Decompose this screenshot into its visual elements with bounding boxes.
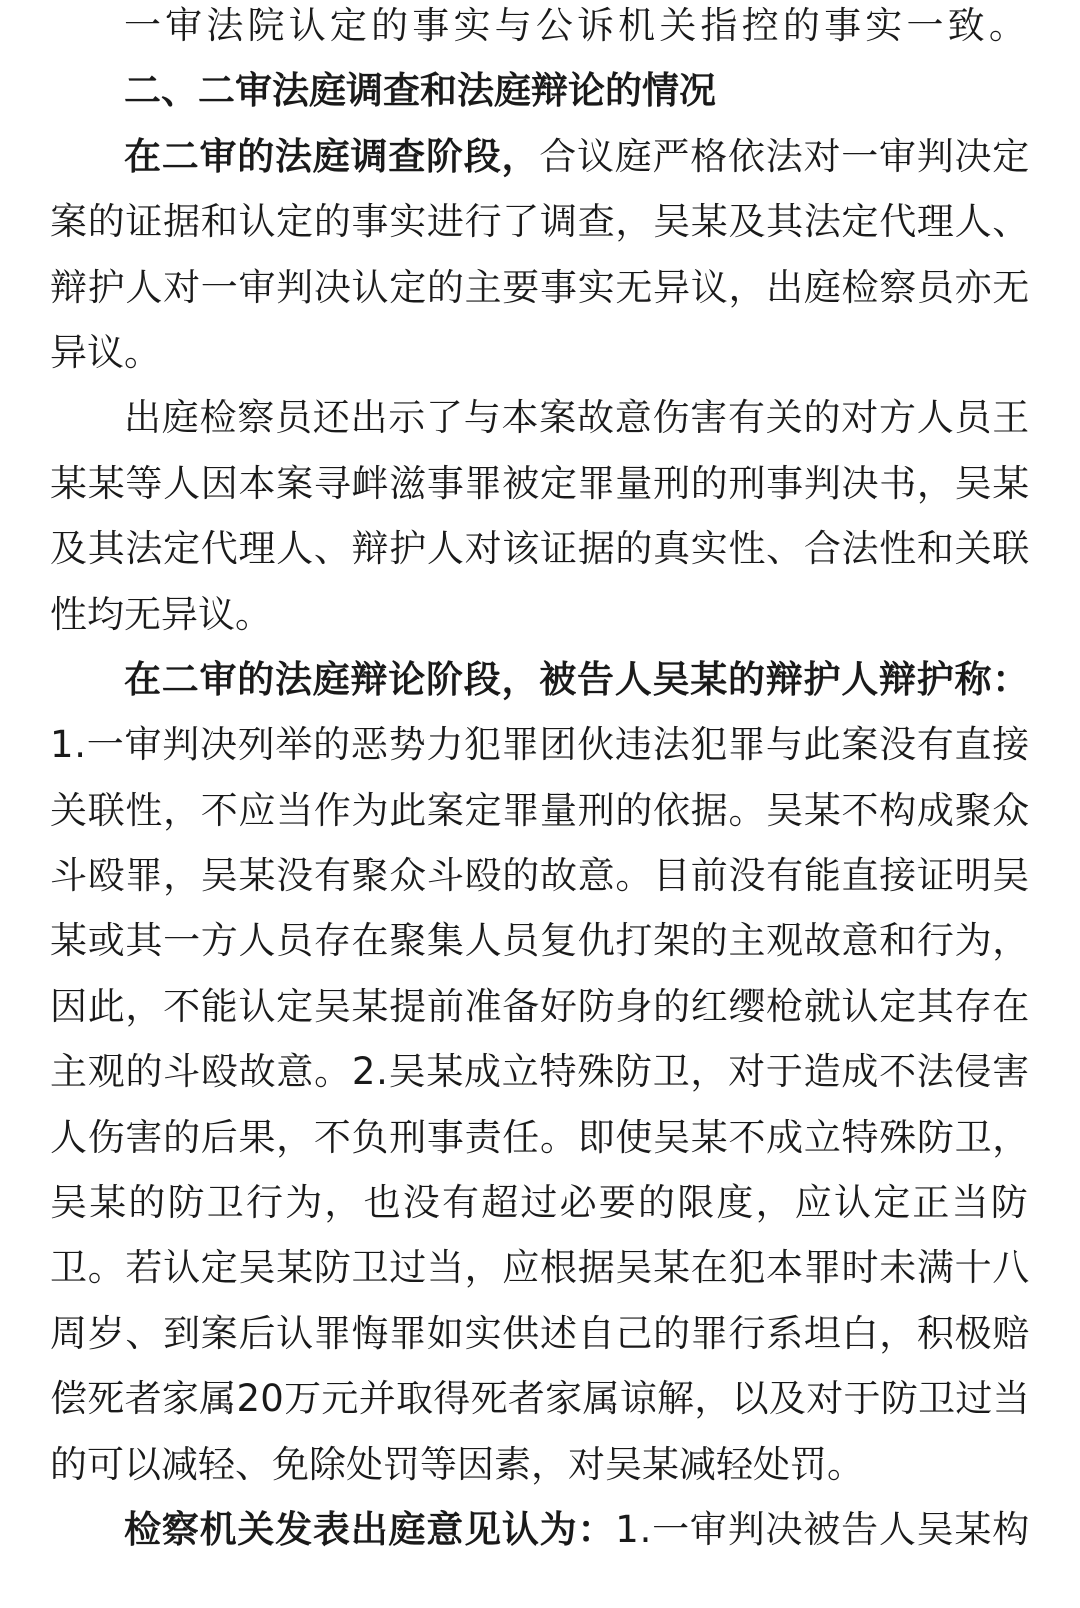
- text-line: [50, 1170, 1030, 1235]
- text-segment: 1.一审判决列举的恶势力犯罪团伙违法犯罪与此案没有直接: [50, 723, 1030, 767]
- text-segment: 斗殴罪，吴某没有聚众斗殴的故意。目前没有能直接证明吴: [50, 854, 1030, 898]
- bold-text-segment: 检察机关发表出庭意见认为：: [124, 1507, 616, 1551]
- text-segment: 及其法定代理人、辩护人对该证据的真实性、合法性和关联: [50, 527, 1030, 571]
- text-segment: 人伤害的后果，不负刑事责任。即使吴某不成立特殊防卫，: [50, 1115, 1030, 1159]
- bold-text-segment: 在二审的法庭辩论阶段，被告人吴某的辩护人辩护称：: [124, 657, 1030, 701]
- text-segment: 合议庭严格依法对一审判决定: [539, 134, 1030, 178]
- text-segment: 某某等人因本案寻衅滋事罪被定罪量刑的刑事判决书，吴某: [50, 461, 1030, 505]
- text-segment: 辩护人对一审判决认定的主要事实无异议，出庭检察员亦无: [50, 265, 1030, 309]
- text-segment: 性均无异议。: [50, 592, 272, 636]
- text-line: [50, 1432, 1030, 1497]
- text-line: [50, 582, 1030, 647]
- bold-text-segment: 二、二审法庭调查和法庭辩论的情况: [124, 69, 716, 113]
- text-segment: 卫。若认定吴某防卫过当，应根据吴某在犯本罪时未满十八: [50, 1246, 1030, 1290]
- text-segment: 因此，不能认定吴某提前准备好防身的红缨枪就认定其存在: [50, 984, 1030, 1028]
- bold-text-segment: 在二审的法庭调查阶段，: [124, 134, 540, 178]
- text-segment: 1.一审判决被告人吴某构: [615, 1507, 1031, 1551]
- text-line: [50, 778, 1030, 843]
- text-line: [50, 1497, 1030, 1562]
- text-segment: 关联性，不应当作为此案定罪量刑的依据。吴某不构成聚众: [50, 788, 1030, 832]
- text-line: [50, 1301, 1030, 1366]
- text-line: [50, 189, 1030, 254]
- text-segment: 主观的斗殴故意。2.吴某成立特殊防卫，对于造成不法侵害: [50, 1050, 1030, 1094]
- text-segment: 的可以减轻、免除处罚等因素，对吴某减轻处罚。: [50, 1442, 864, 1486]
- text-segment: 吴某的防卫行为，也没有超过必要的限度，应认定正当防: [50, 1181, 1030, 1225]
- text-line: [50, 124, 1030, 189]
- text-segment: 某或其一方人员存在聚集人员复仇打架的主观故意和行为，: [50, 919, 1030, 963]
- text-line: [50, 974, 1030, 1039]
- text-line: [50, 712, 1030, 777]
- text-segment: 周岁、到案后认罪悔罪如实供述自己的罪行系坦白，积极赔: [50, 1311, 1030, 1355]
- text-line: [50, 0, 1030, 58]
- text-line: [50, 516, 1030, 581]
- text-segment: 偿死者家属20万元并取得死者家属谅解，以及对于防卫过当: [50, 1377, 1030, 1421]
- text-line: [50, 647, 1030, 712]
- text-line: [50, 1366, 1030, 1431]
- text-line: [50, 1105, 1030, 1170]
- text-segment: 一审法院认定的事实与公诉机关指控的事实一致。: [124, 4, 1030, 47]
- text-segment: 出庭检察员还出示了与本案故意伤害有关的对方人员王: [124, 396, 1030, 440]
- text-line: [50, 1039, 1030, 1104]
- text-line: [50, 1235, 1030, 1300]
- text-segment: 异议。: [50, 330, 161, 374]
- text-line: [50, 843, 1030, 908]
- document-body: [50, 0, 1030, 1562]
- text-line: [50, 58, 1030, 123]
- text-line: [50, 908, 1030, 973]
- text-line: [50, 320, 1030, 385]
- text-line: [50, 385, 1030, 450]
- text-segment: 案的证据和认定的事实进行了调查，吴某及其法定代理人、: [50, 200, 1030, 244]
- text-line: [50, 255, 1030, 320]
- text-line: [50, 451, 1030, 516]
